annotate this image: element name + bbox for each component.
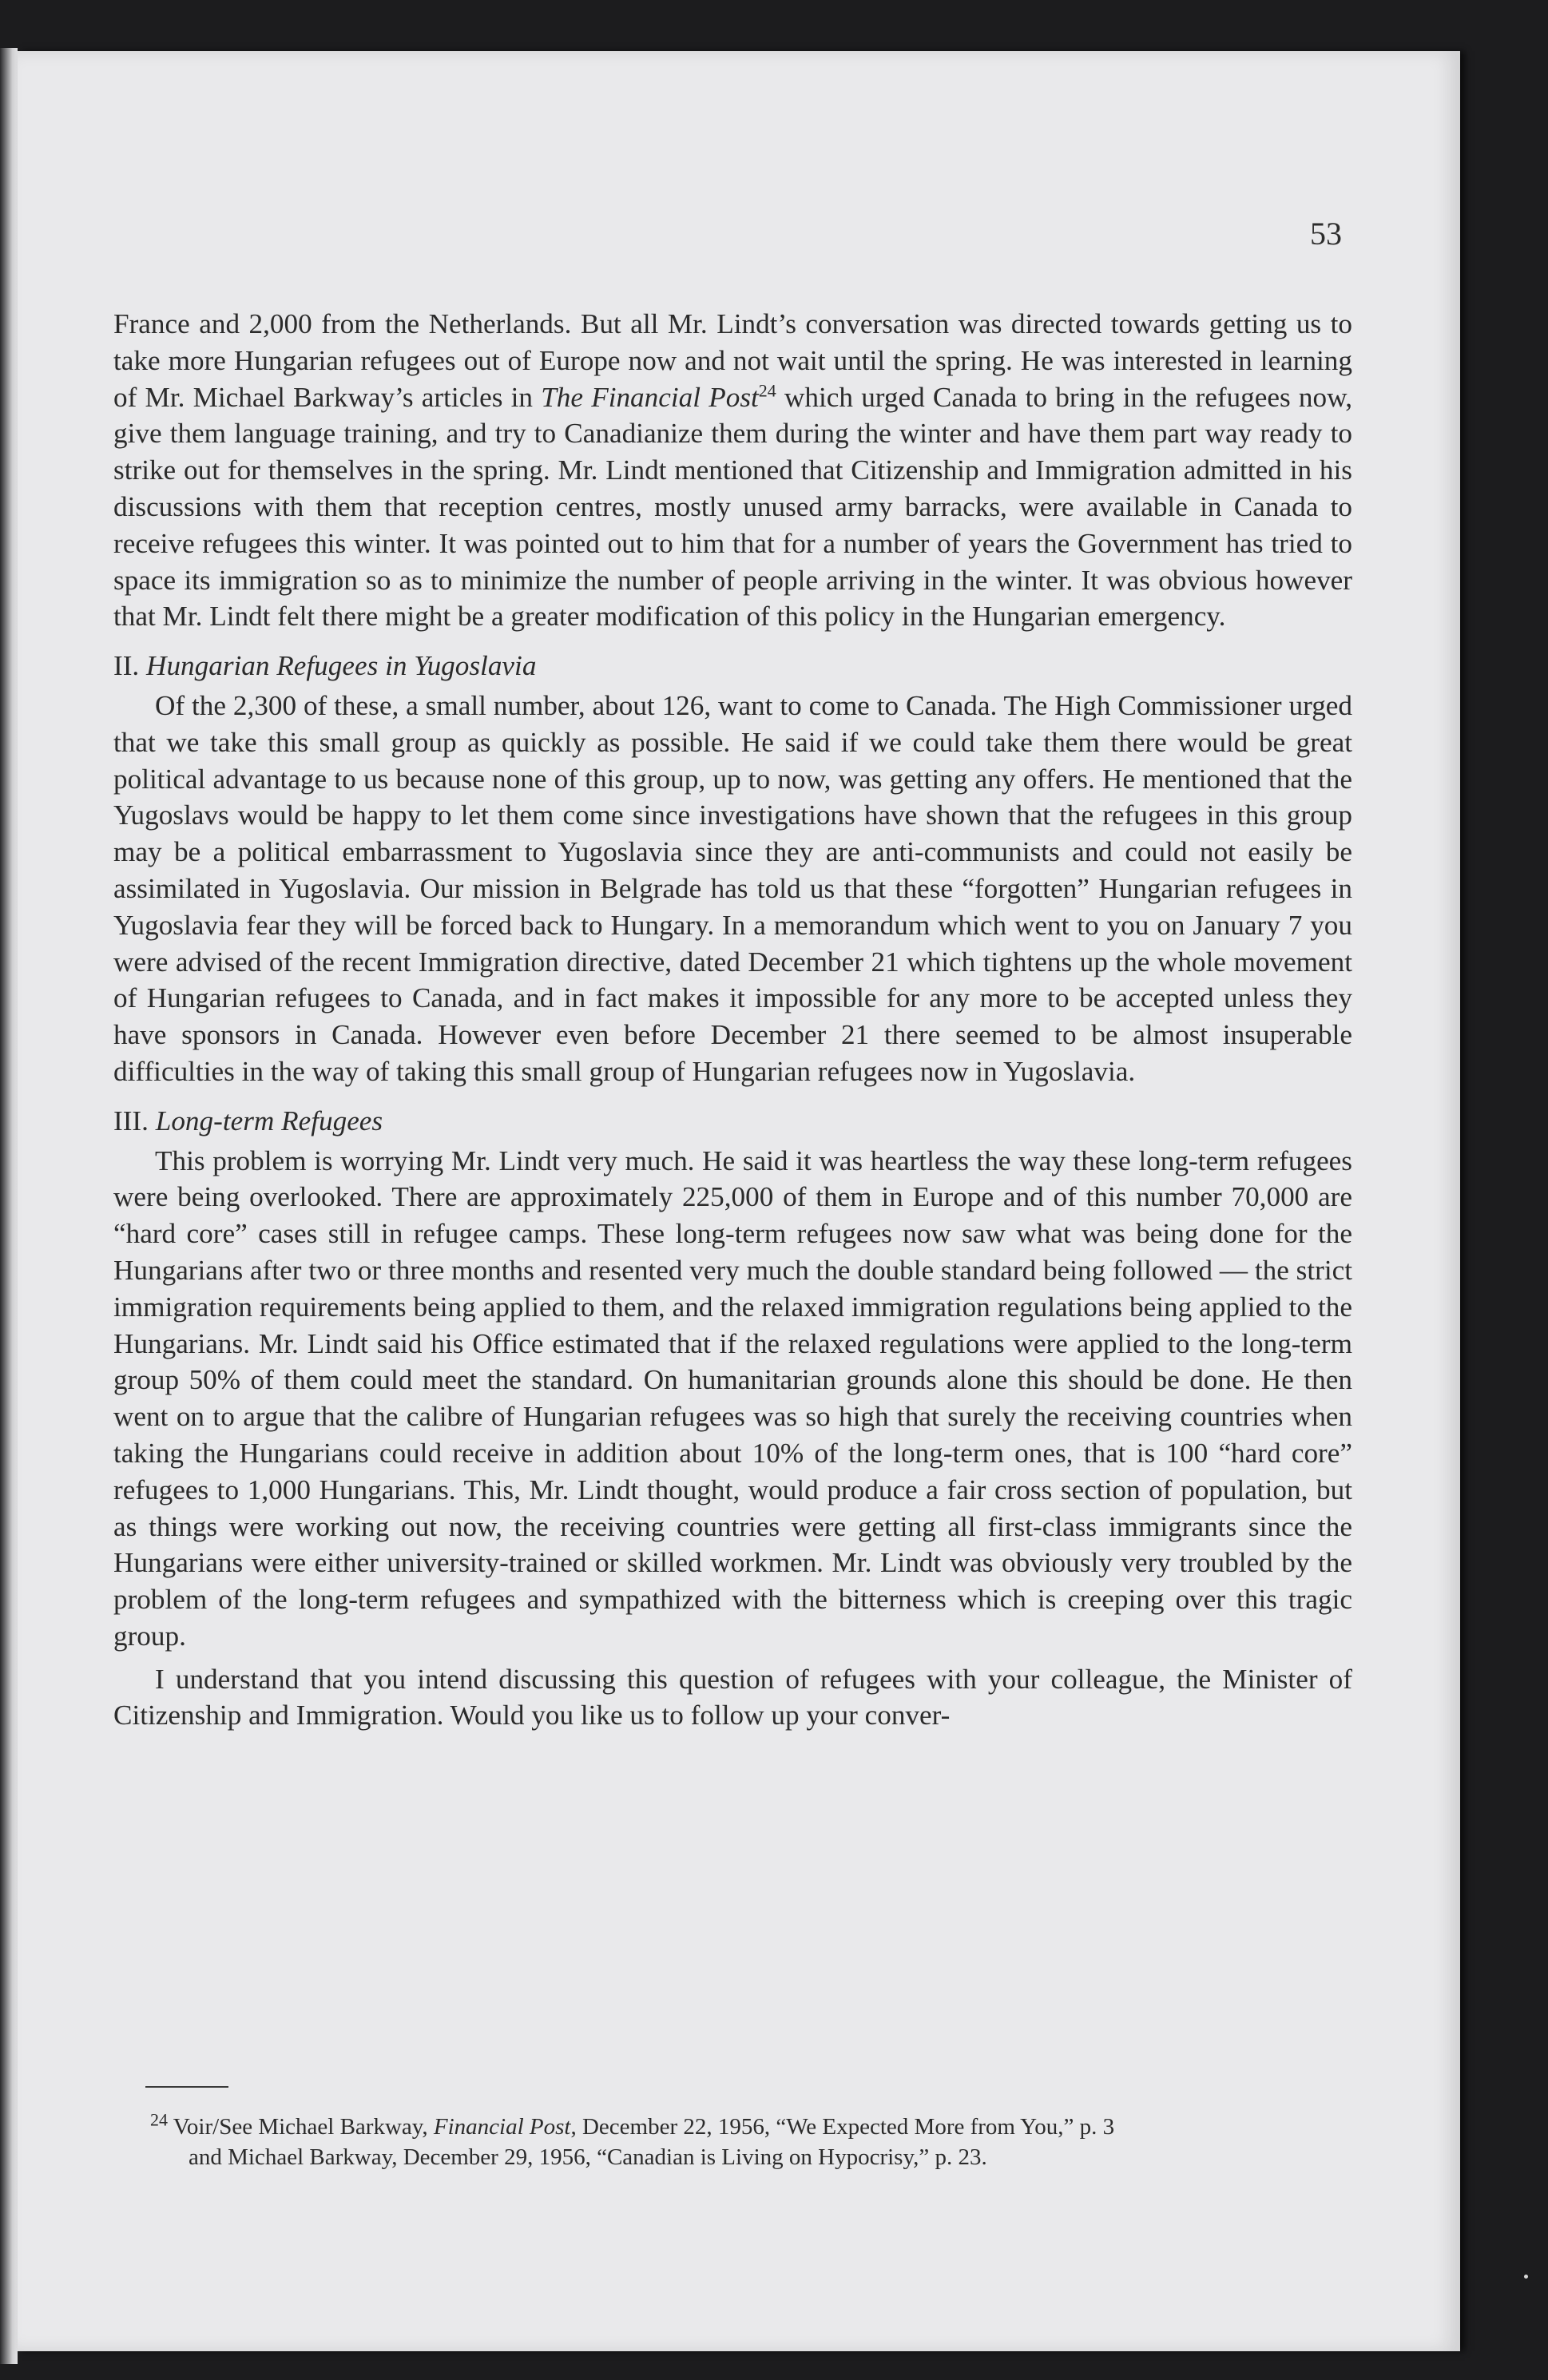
publication-title: The Financial Post	[541, 381, 759, 413]
footnote-marker: 24	[150, 2109, 168, 2130]
footnote-line: and Michael Barkway, December 29, 1956, “Canadian is Living on Hypocrisy,” p. 23.	[189, 2144, 987, 2170]
paragraph-closing: I understand that you intend discussing this question of refugees with your colleague, the Minister of Citizenship and Immigration. Would you like us to follow up your conver-	[113, 1663, 1352, 1731]
paragraph-text: which urged Canada to bring in the refugees now, give them language training, and try to Canadianize them during the winter and have them part way ready to strike out for themselves in the spring. Mr. Lindt mentioned that Citizenship and Immigration admitted in his discussions with them that reception centres, mostly unused army barracks, were available in Canada to receive refugees this winter. It was pointed out to him that for a number of years the Government has tried to space its immigration so as to minimize the number of people arriving in the winter. It was obvious however that Mr. Lindt felt there might be a greater modification of this policy in the Hungarian emergency.	[113, 381, 1352, 633]
footnote-text: Voir/See Michael Barkway,	[168, 2114, 434, 2140]
paragraph-yugoslavia: Of the 2,300 of these, a small number, about 126, want to come to Canada. The High Commissioner urged that we take this small group as quickly as possible. He said if we could take them there would be great political advantage to us because none of this group, up to now, was getting any offers. He mentioned that the Yugoslavs would be happy to let them come since investigations have shown that the refugees in this group may be a political embarrassment to Yugoslavia since they are anti-communists and could not easily be assimilated in Yugoslavia. Our mission in Belgrade has told us that these “forgotten” Hungarian refugees in Yugoslavia fear they will be forced back to Hungary. In a memorandum which went to you on January 7 you were advised of the recent Immigration directive, dated December 21 which tightens up the whole movement of Hungarian refugees to Canada, and in fact makes it impossible for any more to be accepted unless they have sponsors in Canada. However even before December 21 there seemed to be almost insuperable difficulties in the way of taking this small group of Hungarian refugees now in Yugoslavia.	[113, 689, 1352, 1087]
section-numeral: II.	[113, 650, 140, 682]
footnote-reference: 24	[758, 379, 776, 400]
footnote-text: , December 22, 1956, “We Expected More from You,” p. 3	[570, 2114, 1115, 2140]
book-page	[18, 51, 1460, 2351]
section-heading-long-term	[113, 1103, 1352, 1140]
previous-page-edge	[0, 48, 18, 2364]
section-title: Hungarian Refugees in Yugoslavia	[146, 650, 537, 682]
dust-speck	[1524, 2275, 1528, 2279]
footnote	[150, 2109, 1352, 2172]
body-text	[113, 306, 1352, 1734]
page-number: 53	[1310, 216, 1342, 252]
footnote-line	[150, 2109, 1352, 2142]
paragraph-text: France and 2,000 from the Netherlands. But all Mr. Lindt’s conversation was directed towards getting us to take more Hungarian refugees out of Europe now and not wait until the spring. He was interested in learning of Mr. Michael Barkway’s articles in	[113, 308, 1352, 413]
paragraph-continued	[113, 306, 1352, 635]
footnote-publication: Financial Post	[433, 2114, 571, 2140]
paragraph-long-term: This problem is worrying Mr. Lindt very much. He said it was heartless the way these long-term refugees were being overlooked. There are approximately 225,000 of them in Europe and of this number 70,000 are “hard core” cases still in refugee camps. These long-term refugees now saw what was being done for the Hungarians after two or three months and resented very much the double standard being followed — the strict immigration requirements being applied to them, and the relaxed immigration regulations being applied to the Hungarians. Mr. Lindt said his Office estimated that if the relaxed regulations were applied to the long-term group 50% of them could meet the standard. On humanitarian grounds alone this should be done. He then went on to argue that the calibre of Hungarian refugees was so high that surely the receiving countries when taking the Hungarians could receive in addition about 10% of the long-term ones, that is 100 “hard core” refugees to 1,000 Hungarians. This, Mr. Lindt thought, would produce a fair cross section of population, but as things were working out now, the receiving countries were getting all first-class immigrants since the Hungarians were either university-trained or skilled workmen. Mr. Lindt was obviously very troubled by the problem of the long-term refugees and sympathized with the bitterness which is creeping over this tragic group.	[113, 1144, 1352, 1652]
footnote-divider	[145, 2086, 228, 2088]
section-numeral: III.	[113, 1105, 149, 1136]
section-heading-yugoslavia	[113, 648, 1352, 684]
section-title: Long-term Refugees	[155, 1105, 383, 1136]
